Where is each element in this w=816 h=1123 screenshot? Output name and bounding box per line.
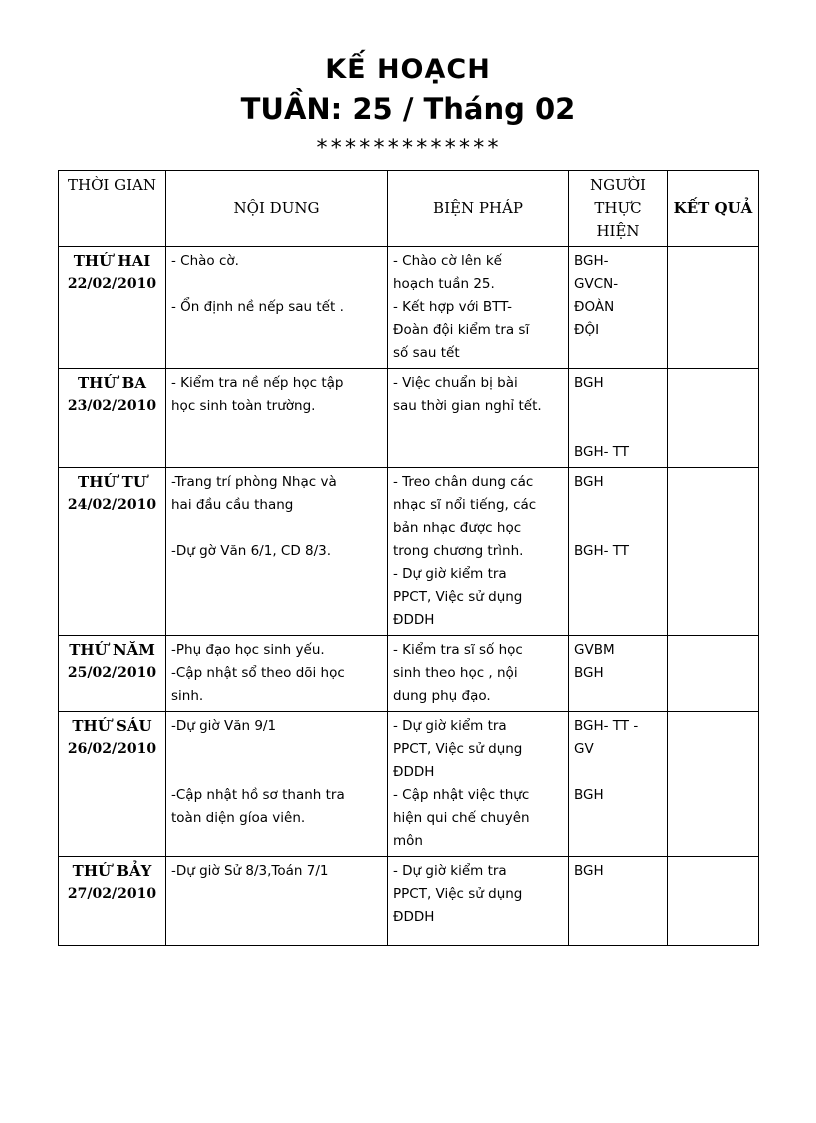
day-date: 27/02/2010 [67, 886, 157, 902]
measures-line: ĐDDH [393, 612, 435, 628]
measures-line: - Kết hợp với BTT- [393, 299, 513, 315]
weekly-plan-table [58, 170, 759, 946]
person-line [574, 761, 662, 784]
measures-line: - Chào cờ lên kế [393, 253, 502, 269]
day-name: THỨ NĂM [69, 641, 155, 659]
content-line: -Cập nhật sổ theo dõi học [171, 665, 345, 681]
measures-line: PPCT, Việc sử dụng [393, 886, 523, 902]
content-cell [166, 636, 388, 712]
person-line: BGH [574, 665, 604, 681]
content-line: -Dự gờ Văn 6/1, CD 8/3. [171, 543, 332, 559]
person-cell [569, 636, 668, 712]
measures-line: nhạc sĩ nổi tiếng, các [393, 497, 537, 513]
person-line [574, 494, 662, 517]
result-cell [668, 712, 759, 857]
measures-line: PPCT, Việc sử dụng [393, 589, 523, 605]
content-line [171, 738, 382, 761]
person-line: ĐỘI [574, 322, 600, 338]
measures-line: - Dự giờ kiểm tra [393, 718, 507, 734]
day-name: THỨ BA [78, 374, 146, 392]
content-cell [166, 247, 388, 369]
content-line: hai đầu cầu thang [171, 497, 294, 513]
table-row [59, 712, 759, 857]
day-cell [59, 636, 166, 712]
col-header-content: NỘI DUNG [166, 171, 388, 247]
day-date: 23/02/2010 [67, 398, 157, 414]
table-row [59, 247, 759, 369]
measures-line: PPCT, Việc sử dụng [393, 741, 523, 757]
measures-line: hoạch tuần 25. [393, 276, 495, 292]
day-name: THỨ SÁU [72, 717, 152, 735]
measures-line: - Dự giờ kiểm tra [393, 863, 507, 879]
person-line: GV [574, 741, 594, 757]
content-cell [166, 712, 388, 857]
content-line: -Dự giờ Sử 8/3,Toán 7/1 [171, 863, 329, 879]
person-line [574, 517, 662, 540]
person-cell [569, 468, 668, 636]
day-cell [59, 857, 166, 946]
day-name: THỨ HAI [73, 252, 151, 270]
result-cell [668, 369, 759, 468]
person-line: BGH [574, 474, 604, 490]
col-header-result: KẾT QUẢ [668, 171, 759, 247]
measures-line: bản nhạc được học [393, 520, 522, 536]
star-divider: ************* [315, 136, 501, 161]
measures-line: - Cập nhật việc thực [393, 787, 530, 803]
table-row [59, 369, 759, 468]
day-cell [59, 468, 166, 636]
measures-line: - Dự giờ kiểm tra [393, 566, 507, 582]
person-line: GVCN- [574, 276, 619, 292]
measures-line: sau thời gian nghỉ tết. [393, 398, 542, 414]
person-line: BGH- [574, 253, 609, 269]
table-row [59, 636, 759, 712]
col-header-measures: BIỆN PHÁP [388, 171, 569, 247]
measures-line: dung phụ đạo. [393, 688, 491, 704]
result-cell [668, 636, 759, 712]
day-cell [59, 247, 166, 369]
measures-line: hiện qui chế chuyên [393, 810, 530, 826]
result-cell [668, 247, 759, 369]
content-line: -Cập nhật hồ sơ thanh tra [171, 787, 345, 803]
day-name: THỨ TƯ [78, 473, 146, 491]
measures-line: sinh theo học , nội [393, 665, 518, 681]
person-line: BGH [574, 375, 604, 391]
col-header-person: NGƯỜI THỰC HIỆN [569, 171, 668, 247]
day-cell [59, 369, 166, 468]
table-row [59, 468, 759, 636]
content-cell [166, 857, 388, 946]
col-header-time: THỜI GIAN [59, 171, 166, 247]
person-line: ĐOÀN [574, 299, 615, 315]
person-line: BGH- TT [574, 543, 630, 559]
person-line [574, 395, 662, 418]
measures-line: ĐDDH [393, 764, 435, 780]
measures-cell [388, 468, 569, 636]
measures-line: trong chương trình. [393, 543, 524, 559]
person-line: BGH [574, 787, 604, 803]
measures-line: - Treo chân dung các [393, 474, 534, 490]
content-line: học sinh toàn trường. [171, 398, 316, 414]
measures-cell [388, 857, 569, 946]
person-cell [569, 857, 668, 946]
person-cell [569, 369, 668, 468]
page-title: KẾ HOẠCH [325, 54, 491, 85]
result-cell [668, 468, 759, 636]
result-cell [668, 857, 759, 946]
measures-line: môn [393, 833, 423, 849]
day-date: 26/02/2010 [67, 741, 157, 757]
page-subtitle: TUẦN: 25 / Tháng 02 [240, 92, 576, 126]
day-date: 24/02/2010 [67, 497, 157, 513]
measures-cell [388, 247, 569, 369]
content-cell [166, 468, 388, 636]
measures-line: số sau tết [393, 345, 460, 361]
content-line: -Trang trí phòng Nhạc và [171, 474, 337, 490]
person-line: GVBM [574, 642, 615, 658]
day-date: 25/02/2010 [67, 665, 157, 681]
content-line [171, 273, 382, 296]
measures-cell [388, 636, 569, 712]
person-cell [569, 712, 668, 857]
content-line: - Chào cờ. [171, 253, 239, 269]
content-line [171, 517, 382, 540]
person-line [574, 418, 662, 441]
day-date: 22/02/2010 [67, 276, 157, 292]
table-row [59, 857, 759, 946]
day-name: THỨ BẢY [72, 862, 152, 880]
measures-line: ĐDDH [393, 909, 435, 925]
measures-cell [388, 369, 569, 468]
content-line: toàn diện gíoa viên. [171, 810, 306, 826]
day-cell [59, 712, 166, 857]
person-line: BGH [574, 863, 604, 879]
measures-line: Đoàn đội kiểm tra sĩ [393, 322, 530, 338]
measures-line: - Việc chuẩn bị bài [393, 375, 518, 391]
content-line: - Ổn định nề nếp sau tết . [171, 299, 344, 315]
content-cell [166, 369, 388, 468]
content-line: -Phụ đạo học sinh yếu. [171, 642, 325, 658]
content-line: sinh. [171, 688, 204, 704]
measures-line: - Kiểm tra sĩ số học [393, 642, 523, 658]
person-line: BGH- TT [574, 444, 630, 460]
person-cell [569, 247, 668, 369]
content-line: -Dự giờ Văn 9/1 [171, 718, 277, 734]
content-line: - Kiểm tra nề nếp học tập [171, 375, 344, 391]
person-line: BGH- TT - [574, 718, 639, 734]
measures-cell [388, 712, 569, 857]
content-line [171, 761, 382, 784]
